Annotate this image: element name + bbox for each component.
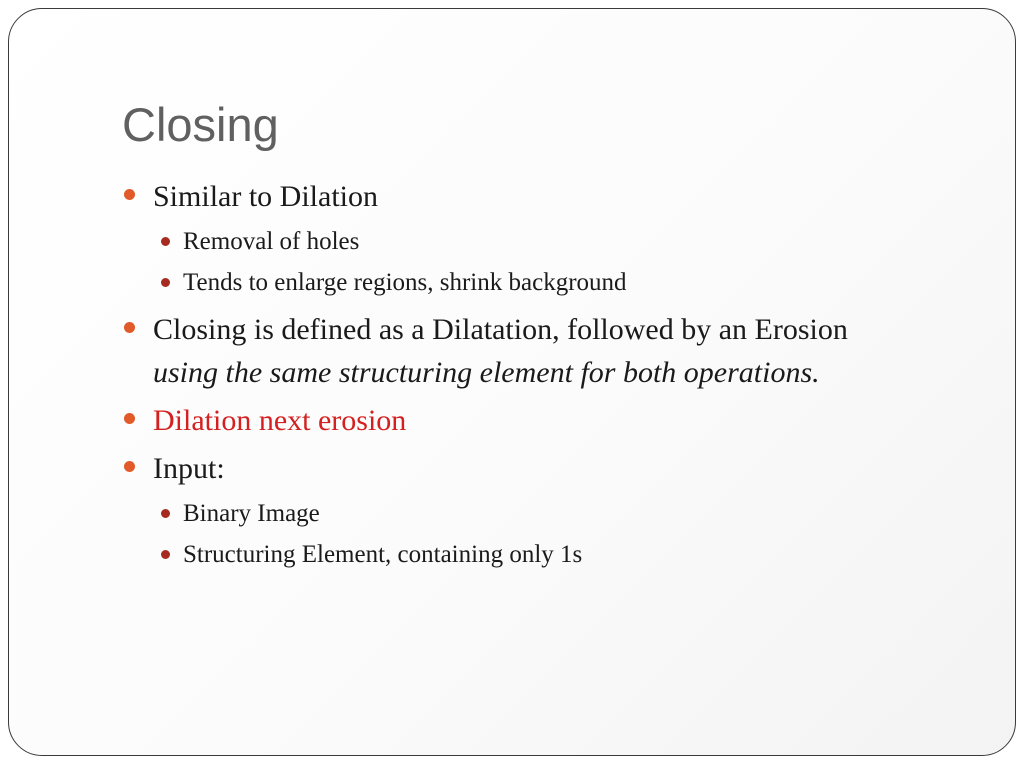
sub-bullet-list	[153, 221, 994, 303]
sub-bullet-dot-icon	[161, 237, 170, 246]
sub-bullet-text: Tends to enlarge regions, shrink background	[183, 269, 627, 296]
sub-bullet-removal-of-holes	[161, 221, 994, 262]
sub-bullet-dot-icon	[161, 278, 170, 287]
sub-bullet-binary-image	[161, 493, 994, 534]
sub-bullet-list	[153, 493, 994, 575]
bullet-dot-icon	[124, 413, 135, 424]
bullet-list	[124, 175, 994, 575]
sub-bullet-text: Binary Image	[183, 500, 320, 527]
bullet-text: Closing is defined as a Dilatation, followed by an Erosion	[153, 313, 848, 346]
sub-bullet-dot-icon	[161, 509, 170, 518]
sub-bullet-enlarge-regions	[161, 262, 994, 303]
bullet-dot-icon	[124, 322, 135, 333]
bullet-closing-definition	[124, 308, 994, 394]
slide-title: Closing	[122, 98, 279, 151]
slide-frame	[8, 8, 1016, 756]
bullet-similar-to-dilation	[124, 175, 994, 303]
sub-bullet-text: Removal of holes	[183, 228, 360, 255]
bullet-text: Input:	[153, 452, 225, 485]
bullet-text: Similar to Dilation	[153, 180, 378, 213]
bullet-text: Dilation next erosion	[153, 404, 407, 437]
bullet-input	[124, 447, 994, 575]
bullet-dot-icon	[124, 189, 135, 200]
sub-bullet-text: Structuring Element, containing only 1s	[183, 541, 583, 568]
bullet-dot-icon	[124, 461, 135, 472]
slide-content	[124, 175, 994, 580]
sub-bullet-structuring-element	[161, 534, 994, 575]
sub-bullet-dot-icon	[161, 550, 170, 559]
bullet-continuation-italic: using the same structuring element for both operations.	[153, 356, 820, 389]
bullet-dilation-next-erosion	[124, 399, 994, 442]
